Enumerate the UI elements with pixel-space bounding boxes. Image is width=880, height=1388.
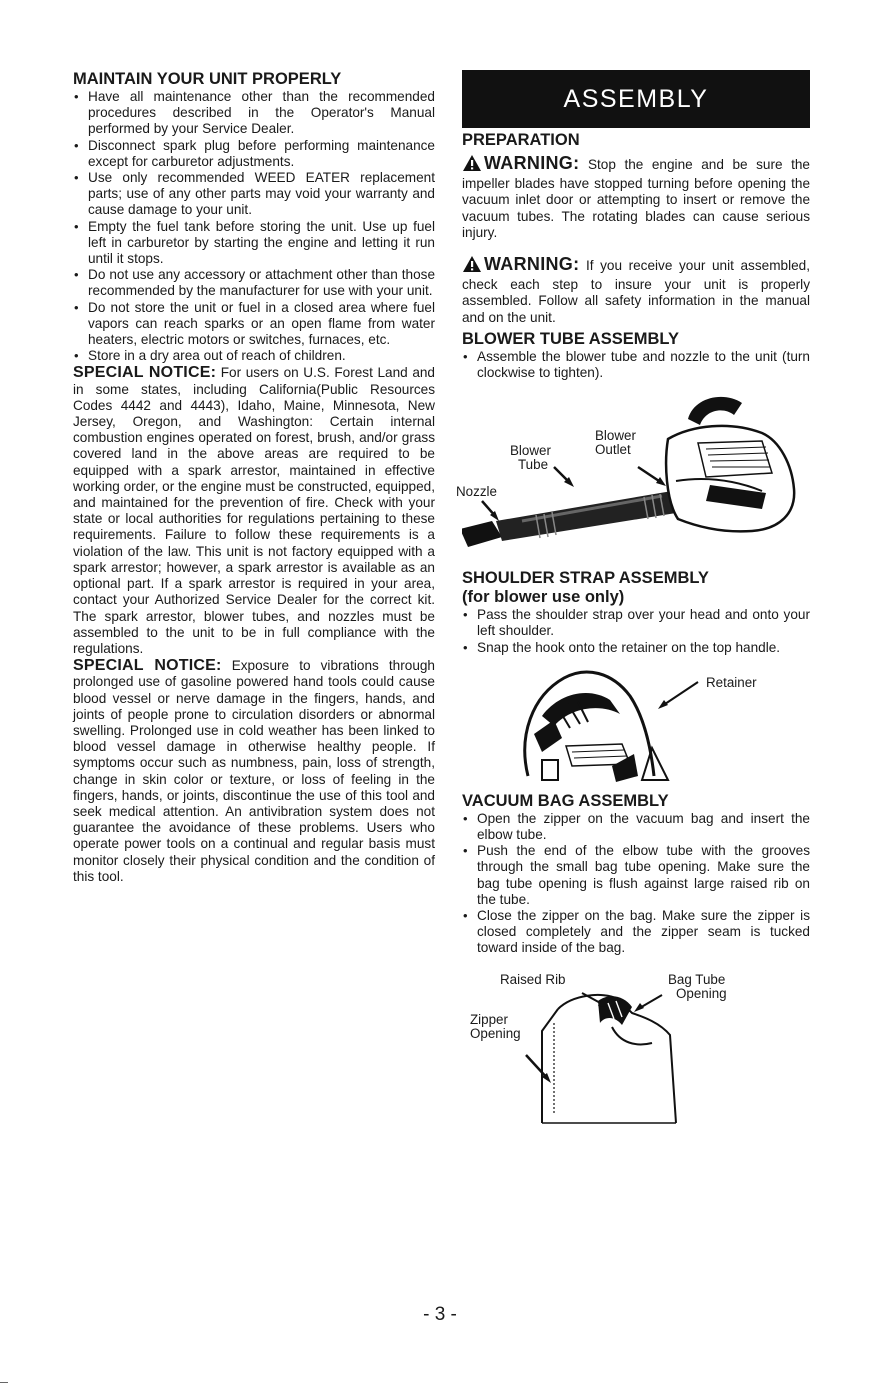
list-item: • Snap the hook onto the retainer on the top handle. xyxy=(462,640,810,656)
label-blower-outlet: Blower xyxy=(595,428,636,444)
handle-illustration xyxy=(462,656,810,788)
list-item: • Empty the fuel tank before storing the unit. Use up fuel left in carburetor by starting the engine and letting it run until it stops. xyxy=(73,219,435,268)
maintain-title: MAINTAIN YOUR UNIT PROPERLY xyxy=(73,70,342,88)
page-number: - 3 - xyxy=(423,1304,457,1325)
vacuum-bag-figure xyxy=(462,973,810,1133)
label-raised-rib: Raised Rib xyxy=(500,971,566,987)
label-retainer: Retainer xyxy=(706,674,757,690)
list-item: • Store in a dry area out of reach of children. xyxy=(73,348,435,364)
bag-illustration xyxy=(462,973,810,1133)
label-bag-tube-opening: Bag Tube xyxy=(668,971,726,987)
shoulder-strap-subtitle: (for blower use only) xyxy=(462,588,625,607)
vacuum-bag-title: VACUUM BAG ASSEMBLY xyxy=(462,791,669,810)
label-blower-outlet: Outlet xyxy=(595,442,631,458)
blower-list xyxy=(462,349,810,381)
blower-tube-figure xyxy=(456,381,810,561)
maintain-list xyxy=(73,89,435,364)
scan-mark xyxy=(0,1382,8,1383)
label-nozzle: Nozzle xyxy=(456,484,497,500)
list-item: • Do not store the unit or fuel in a closed area where fuel vapors can reach sparks or an open flame from water heaters, electric motors or switches, furnaces, etc. xyxy=(73,300,435,349)
warning-body: Stop the engine and be sure the impeller blades have stopped turning before opening the vacuum inlet door or attempting to insert or remove the vacuum tubes. The rotating blades can cause serious injury. xyxy=(462,157,810,240)
notice-body: For users on U.S. Forest Land and in some states, including California(Public Resources Codes 4442 and 4443), Idaho, Maine, Minnesota, New Jersey, Oregon, and Washington: Certain internal combustion engines operated on forest, brush, and/or grass covered land in the above areas are required to be equipped with a spark arrestor, maintained in effective working order, or the engine must be constructed, equipped, and maintained for the prevention of fire. Check with your state or local authorities for regulations pertaining to these requirements. Failure to follow these requirements is a violation of the law. This unit is not factory equipped with a spark arrestor; however, a spark arrestor is available as an optional part. If a spark arrestor is required in your area, contact your Authorized Service Dealer for the correct kit. The spark arrestor, blower tubes, and nozzles must be assembled to the unit to be in full compliance with the regulations. xyxy=(73,365,435,656)
list-item: • Open the zipper on the vacuum bag and insert the elbow tube. xyxy=(462,811,810,843)
preparation-title: PREPARATION xyxy=(462,131,580,149)
notice-heading: SPECIAL NOTICE: xyxy=(73,657,222,675)
list-item: • Disconnect spark plug before performing maintenance except for carburetor adjustments. xyxy=(73,138,435,170)
label-bag-tube-opening: Opening xyxy=(676,985,727,1001)
vacuum-bag-list xyxy=(462,811,810,957)
blower-tube-title: BLOWER TUBE ASSEMBLY xyxy=(462,329,679,348)
warning-heading: WARNING: xyxy=(484,153,580,173)
list-item: • Have all maintenance other than the recommended procedures described in the Operator's Manual performed by your Service Dealer. xyxy=(73,89,435,138)
list-item: • Push the end of the elbow tube with the grooves through the small bag tube opening. Make sure the bag tube opening is flush against large raised rib on the tube. xyxy=(462,843,810,908)
list-item: • Close the zipper on the bag. Make sure the zipper is closed completely and the zipper seam is tucked toward inside of the bag. xyxy=(462,908,810,957)
list-item: • Do not use any accessory or attachment other than those recommended by the manufacturer for use with your unit. xyxy=(73,267,435,299)
special-notice-vibration xyxy=(73,658,435,885)
assembly-banner: ASSEMBLY xyxy=(462,70,810,128)
warning-block xyxy=(462,154,810,241)
warning-block xyxy=(462,255,810,326)
special-notice-spark xyxy=(73,365,435,657)
list-item: • Assemble the blower tube and nozzle to the unit (turn clockwise to tighten). xyxy=(462,349,810,381)
label-zipper-opening: Opening xyxy=(470,1025,521,1041)
shoulder-strap-title: SHOULDER STRAP ASSEMBLY xyxy=(462,569,709,588)
retainer-figure xyxy=(462,656,810,788)
warning-triangle-icon xyxy=(462,255,482,277)
notice-heading: SPECIAL NOTICE: xyxy=(73,364,217,382)
label-blower-tube: Tube xyxy=(518,457,549,473)
warning-triangle-icon xyxy=(462,154,482,176)
warning-heading: WARNING: xyxy=(484,254,580,275)
list-item: • Pass the shoulder strap over your head and onto your left shoulder. xyxy=(462,607,810,639)
blower-illustration xyxy=(462,381,810,561)
right-column xyxy=(456,70,810,1133)
strap-list xyxy=(462,607,810,656)
label-zipper-opening: Zipper xyxy=(470,1011,508,1027)
left-column xyxy=(73,70,435,885)
warning-body: If you receive your unit assembled, check each step to insure your unit is properly assembled. Follow all safety information in the manual and on the unit. xyxy=(462,258,810,325)
label-blower-tube: Blower xyxy=(510,443,551,459)
notice-body: Exposure to vibrations through prolonged use of gasoline powered hand tools could cause blood vessel or nerve damage in the fingers, hands, and joints of people prone to circulation disorders or abnormal swelling. Prolonged use in cold weather has been linked to blood vessel damage in otherwise healthy people. If symptoms occur such as numbness, pain, loss of strength, change in skin color or texture, or loss of feeling in the fingers, hands, or joints, discontinue the use of this tool and seek medical attention. An antivibration system does not guarantee the avoidance of these problems. Users who operate power tools on a continual and regular basis must monitor closely their physical condition and the condition of this tool. xyxy=(73,658,435,884)
list-item: • Use only recommended WEED EATER replacement parts; use of any other parts may void your warranty and cause damage to your unit. xyxy=(73,170,435,219)
